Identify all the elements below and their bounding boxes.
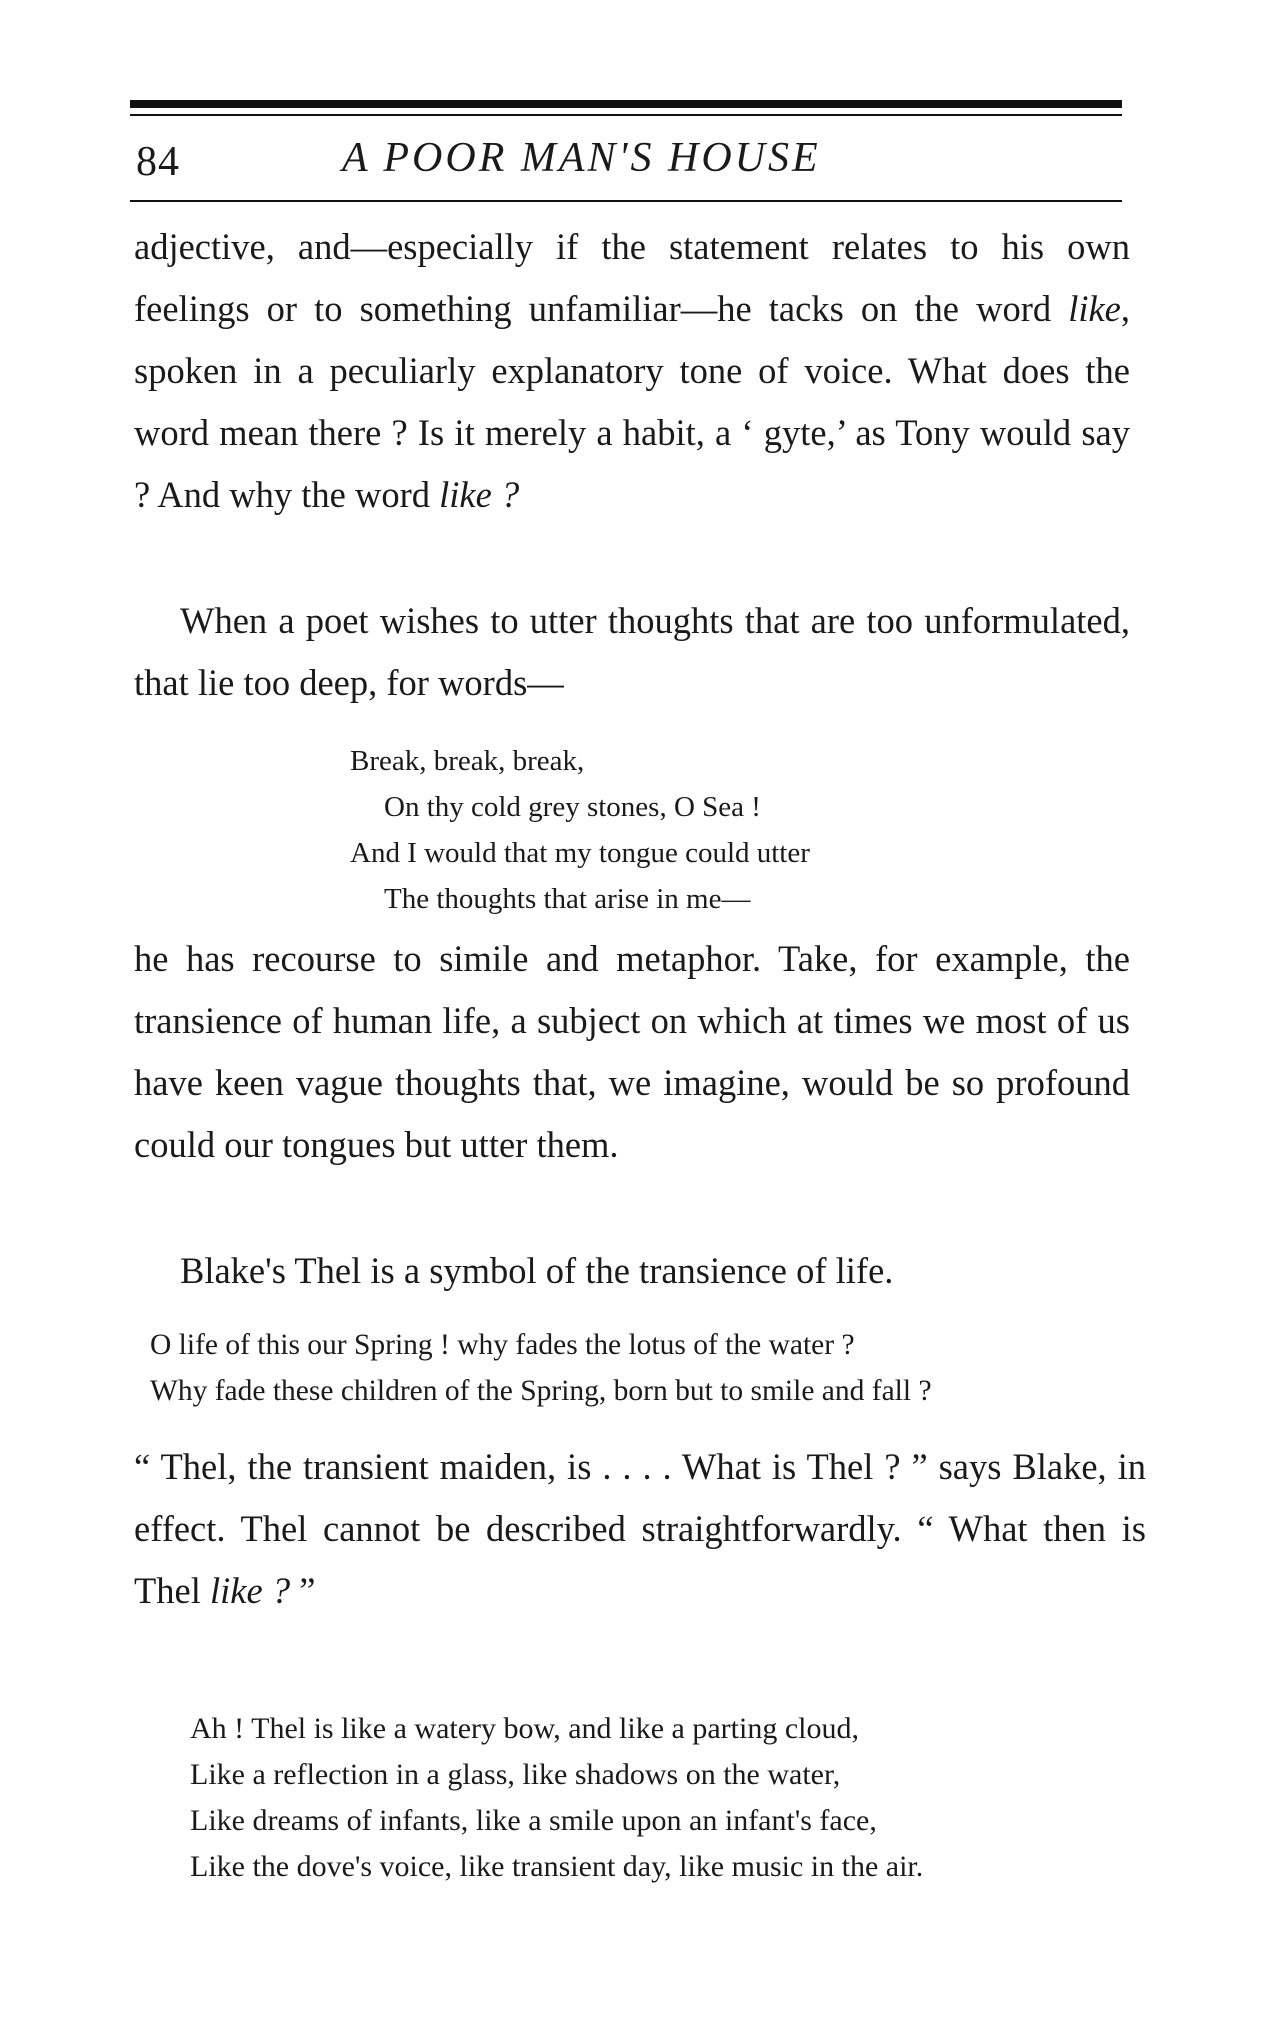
verse-life-of-spring	[150, 1322, 932, 1414]
verse-line: Like the dove's voice, like transient day, like music in the air.	[190, 1850, 924, 1883]
paragraph-what-is-thel: “ Thel, the transient maiden, is . . . . What is Thel ? ” says Blake, in effect. Thel cannot be described straightforwardly. “ What then is Thel like ? ”	[134, 1446, 1146, 1611]
paragraph-simile-metaphor: he has recourse to simile and metaphor. Take, for example, the transience of human life, a subject on which at times we most of us have keen vague thoughts that, we imagine, would be so profound could our tongues but utter them.	[134, 938, 1130, 1165]
header-bottom-rule	[130, 200, 1122, 202]
page-header	[130, 128, 1122, 198]
emphasis-like-question: like ?	[439, 474, 520, 515]
verse-line: Ah ! Thel is like a watery bow, and like a parting cloud,	[190, 1712, 859, 1745]
header-thin-rule	[130, 114, 1122, 116]
paragraph-poet-words: When a poet wishes to utter thoughts that are too unformulated, that lie too deep, for words—	[134, 600, 1130, 703]
verse-line: And I would that my tongue could utter	[350, 837, 810, 869]
page-number: 84	[136, 139, 180, 185]
emphasis-like: like	[1068, 288, 1121, 329]
verse-line: The thoughts that arise in me—	[384, 883, 751, 915]
verse-line: Like a reflection in a glass, like shadows on the water,	[190, 1758, 841, 1791]
verse-break-break	[350, 738, 810, 922]
verse-line: O life of this our Spring ! why fades the lotus of the water ?	[150, 1329, 855, 1361]
verse-line: Why fade these children of the Spring, born but to smile and fall ?	[150, 1375, 932, 1407]
verse-line: On thy cold grey stones, O Sea !	[384, 791, 761, 823]
verse-line: Like dreams of infants, like a smile upon an infant's face,	[190, 1804, 877, 1837]
paragraph-blakes-thel: Blake's Thel is a symbol of the transience of life.	[180, 1250, 894, 1291]
paragraph-like-word: adjective, and—especially if the statement relates to his own feelings or to something unfamiliar—he tacks on the word like, spoken in a peculiarly explanatory tone of voice. What does the word mean there ? Is it merely a habit, a ‘ gyte,’ as Tony would say ? And why the word like ?	[134, 226, 1130, 515]
verse-line: Break, break, break,	[350, 745, 585, 777]
header-thick-rule	[130, 100, 1122, 108]
running-title: A POOR MAN'S HOUSE	[342, 135, 821, 181]
verse-thel-is-like	[190, 1706, 923, 1890]
emphasis-like-question: like ?	[210, 1570, 291, 1611]
